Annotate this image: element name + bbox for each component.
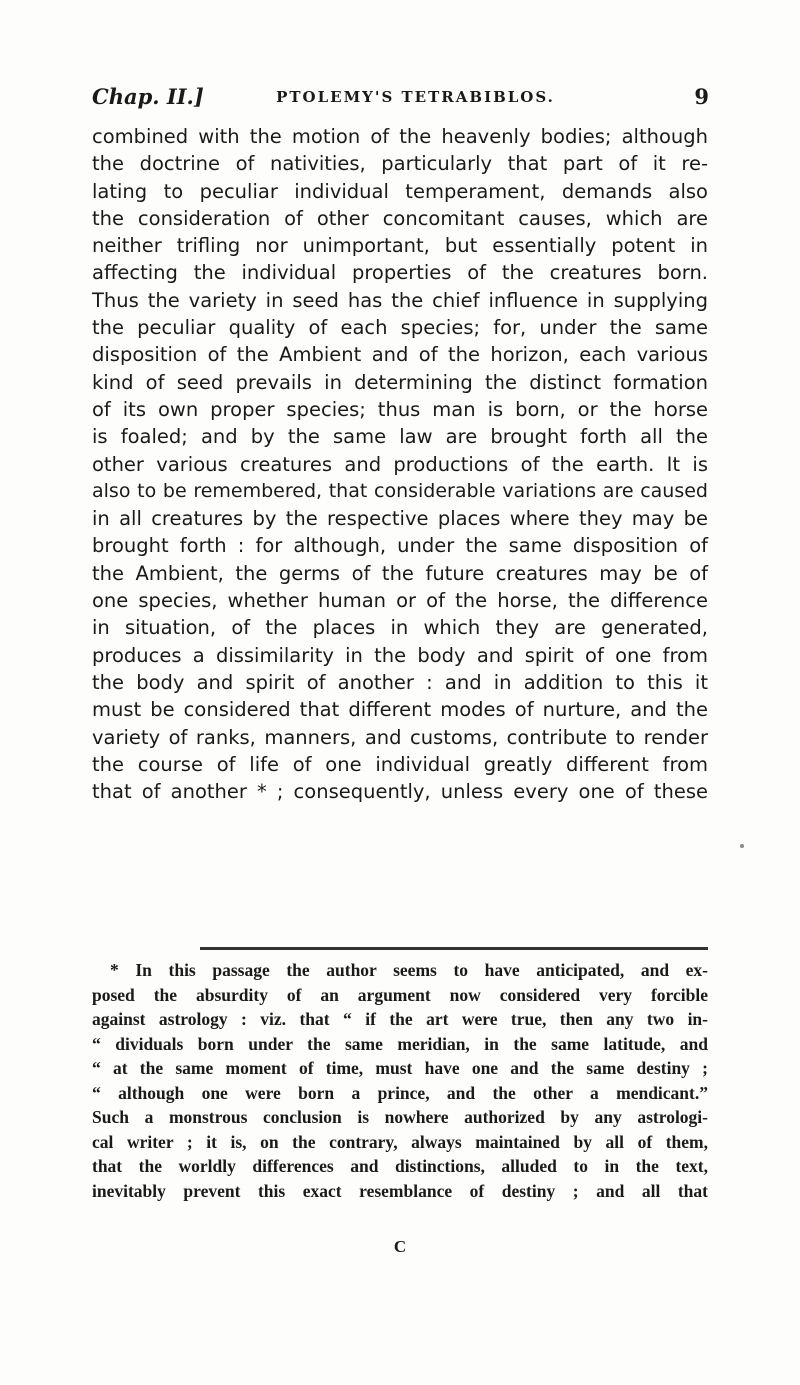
text-line: the Ambient, the germs of the future creatures may be of — [92, 561, 708, 585]
text-line: Thus the variety in seed has the chief influence in supplying — [92, 288, 708, 312]
text-line: produces a dissimilarity in the body and spirit of one from — [92, 643, 708, 667]
text-line: combined with the motion of the heavenly bodies; although — [92, 125, 708, 148]
text-line: one species, whether human or of the horse, the difference — [92, 589, 708, 613]
text-line: also to be remembered, that considerable variations are caused — [92, 479, 708, 502]
footnote-line: “ dividuals born under the same meridian, in the same latitude, and — [92, 1033, 708, 1054]
footnote-line: cal writer ; it is, on the contrary, always maintained by all of them, — [92, 1131, 708, 1152]
text-line: brought forth : for although, under the same disposition of — [92, 534, 708, 558]
text-line: the body and spirit of another : and in addition to this it — [92, 670, 708, 694]
text-line: the consideration of other concomitant causes, which are — [92, 206, 708, 230]
footnote-rule — [200, 947, 708, 950]
text-line: disposition of the Ambient and of the horizon, each various — [92, 343, 708, 367]
signature-mark: C — [393, 1237, 407, 1256]
text-line: affecting the individual properties of the creatures born. — [92, 261, 708, 285]
footnote-line: “ at the same moment of time, must have one and the same destiny ; — [92, 1058, 708, 1078]
text-line: other various creatures and productions of the earth. It is — [92, 452, 708, 476]
footnote-line: that the worldly differences and distinctions, alluded to in the text, — [92, 1156, 708, 1176]
text-line: neither trifling nor unimportant, but essentially potent in — [92, 234, 708, 258]
ink-speck — [740, 844, 744, 848]
footnote — [92, 958, 708, 1203]
text-line: the doctrine of nativities, particularly that part of it re- — [92, 152, 708, 176]
footnote-line: posed the absurdity of an argument now considered very forcible — [92, 984, 708, 1005]
running-header — [92, 84, 709, 114]
page-number: 9 — [694, 84, 709, 109]
main-text — [92, 123, 708, 805]
text-line: must be considered that different modes of nurture, and the — [92, 698, 708, 722]
text-line: the course of life of one individual greatly different from — [92, 752, 708, 776]
footnote-line: against astrology : viz. that “ if the art were true, then any two in- — [92, 1009, 708, 1029]
text-line: kind of seed prevails in determining the distinct formation — [92, 370, 708, 394]
text-line: in situation, of the places in which they are generated, — [92, 616, 708, 640]
footnote-line: inevitably prevent this exact resemblance of destiny ; and all that — [92, 1180, 708, 1201]
text-line: lating to peculiar individual temperament, demands also — [92, 179, 708, 203]
chapter-label: Chap. II.] — [92, 84, 204, 109]
text-line: the peculiar quality of each species; for, under the same — [92, 316, 708, 340]
footnote-line: Such a monstrous conclusion is nowhere authorized by any astrologi- — [92, 1107, 708, 1127]
footnote-line: * In this passage the author seems to have anticipated, and ex- — [110, 960, 708, 980]
text-line: is foaled; and by the same law are brought forth all the — [92, 425, 708, 449]
text-line: that of another * ; consequently, unless every one of these — [92, 780, 708, 804]
running-title: PTOLEMY'S TETRABIBLOS. — [276, 88, 555, 106]
text-line: in all creatures by the respective places where they may be — [92, 507, 708, 531]
text-line: variety of ranks, manners, and customs, contribute to render — [92, 725, 708, 749]
footnote-line: “ although one were born a prince, and the other a mendicant.” — [92, 1082, 708, 1103]
text-line: of its own proper species; thus man is born, or the horse — [92, 397, 708, 421]
